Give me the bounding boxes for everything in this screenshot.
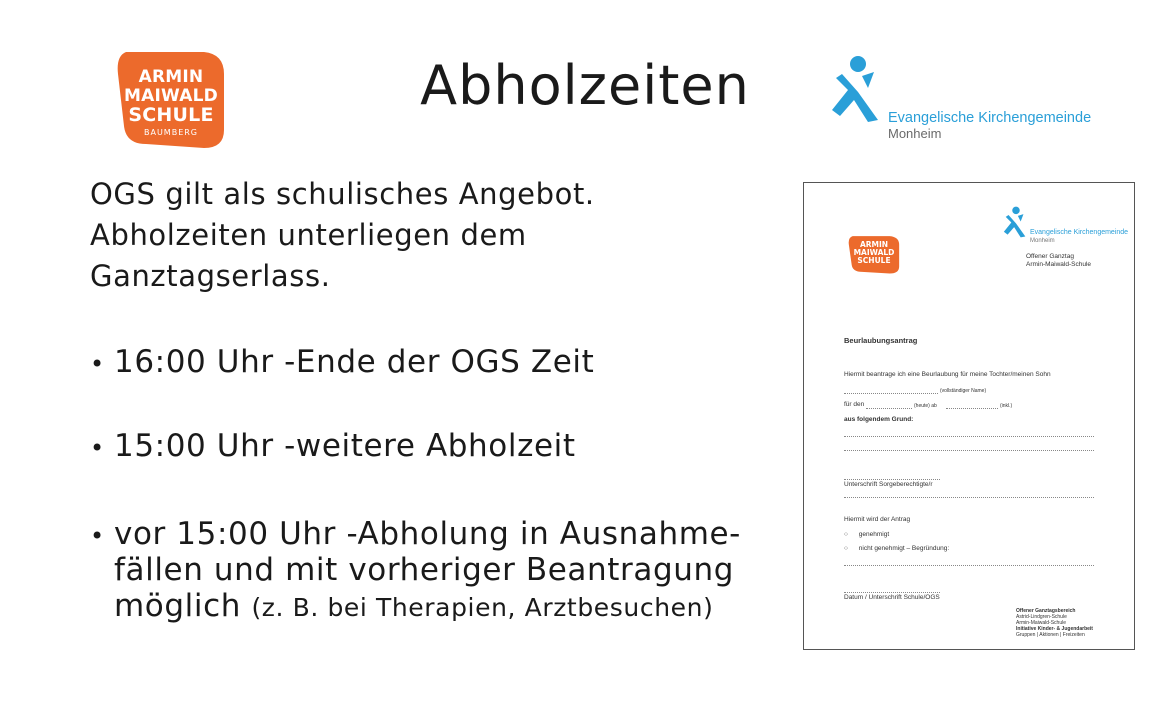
form-line xyxy=(844,436,1094,437)
form-church-figure-icon xyxy=(1002,205,1030,239)
pickup-exception-note: (z. B. bei Therapien, Arztbesuchen) xyxy=(251,593,714,622)
form-from-label: (heute) ab xyxy=(914,403,937,409)
form-until-label: (inkl.) xyxy=(1000,403,1013,409)
radio-circle-icon: ○ xyxy=(844,531,848,538)
intro-line-1: OGS gilt als schulisches Angebot. xyxy=(90,177,595,211)
intro-line-3: Ganztagserlass. xyxy=(90,259,331,293)
form-reason-label: aus folgendem Grund: xyxy=(844,416,914,423)
form-line xyxy=(844,393,938,394)
form-line xyxy=(844,479,940,480)
form-footer-1: Offener Ganztagsbereich xyxy=(1016,608,1076,614)
form-line xyxy=(866,408,912,409)
form-footer-4: Initiative Kinder- & Jugendarbeit xyxy=(1016,626,1093,632)
form-header-right-2: Armin-Maiwald-Schule xyxy=(1026,261,1092,268)
form-decision-heading: Hiermit wird der Antrag xyxy=(844,516,911,523)
church-figure-icon xyxy=(828,54,888,124)
form-signature-parent: Unterschrift Sorgeberechtigte/r xyxy=(844,481,933,488)
intro-text xyxy=(90,174,790,297)
page-title: Abholzeiten xyxy=(420,54,750,117)
form-approved-label: genehmigt xyxy=(858,531,890,538)
form-rejected-option xyxy=(844,545,949,553)
school-logo-line1: ARMIN xyxy=(138,67,204,87)
church-logo-city: Monheim xyxy=(888,126,942,141)
form-school-line2: MAIWALD xyxy=(853,248,895,257)
radio-circle-icon: ○ xyxy=(844,545,848,552)
form-request-line: Hiermit beantrage ich eine Beurlaubung für meine Tochter/meinen Sohn xyxy=(844,371,1051,378)
form-line xyxy=(946,408,998,409)
intro-line-2: Abholzeiten unterliegen dem xyxy=(90,218,527,252)
form-church-logo xyxy=(1002,205,1127,245)
form-heading: Beurlaubungsantrag xyxy=(844,336,918,345)
form-signature-school: Datum / Unterschrift Schule/OGS xyxy=(844,594,940,601)
form-line xyxy=(844,497,1094,498)
church-logo xyxy=(828,54,1092,144)
form-school-line3: SCHULE xyxy=(857,256,891,265)
form-school-logo xyxy=(846,233,902,275)
form-header-right-1: Offener Ganztag xyxy=(1026,253,1074,260)
pickup-time-1500: 15:00 Uhr -weitere Abholzeit xyxy=(114,428,576,464)
form-line xyxy=(844,592,940,593)
form-line xyxy=(844,450,1094,451)
form-for-label: für den xyxy=(844,401,865,408)
form-footer-2: Astrid-Lindgren-Schule xyxy=(1016,614,1067,620)
pickup-time-1600: 16:00 Uhr -Ende der OGS Zeit xyxy=(114,344,595,380)
school-logo-line4: BAUMBERG xyxy=(143,128,199,137)
pickup-exception xyxy=(114,516,794,626)
leave-request-form-thumbnail xyxy=(803,182,1135,650)
form-church-city: Monheim xyxy=(1030,238,1055,244)
form-footer-3: Armin-Maiwald-Schule xyxy=(1016,620,1067,626)
form-child-name-label: (vollständiger Name) xyxy=(940,388,987,394)
school-logo-line3: SCHULE xyxy=(128,104,214,126)
form-school-line1: ARMIN xyxy=(859,240,889,249)
form-rejected-label: nicht genehmigt – Begründung: xyxy=(858,545,950,552)
form-approved-option xyxy=(844,531,889,539)
form-line xyxy=(844,565,1094,566)
bullet-dot-icon: • xyxy=(90,350,105,378)
form-church-name: Evangelische Kirchengemeinde xyxy=(1030,229,1129,236)
form-footer-5: Gruppen | Aktionen | Freizeiten xyxy=(1016,632,1085,638)
church-logo-name: Evangelische Kirchengemeinde xyxy=(888,110,1092,126)
school-logo-line2: MAIWALD xyxy=(124,86,218,106)
bullet-dot-icon: • xyxy=(90,522,105,550)
pickup-exception-main: vor 15:00 Uhr -Abholung in Ausnahme- fällen und mit vorheriger Beantragung möglich xyxy=(114,516,741,624)
bullet-dot-icon: • xyxy=(90,434,105,462)
school-logo xyxy=(112,44,230,152)
